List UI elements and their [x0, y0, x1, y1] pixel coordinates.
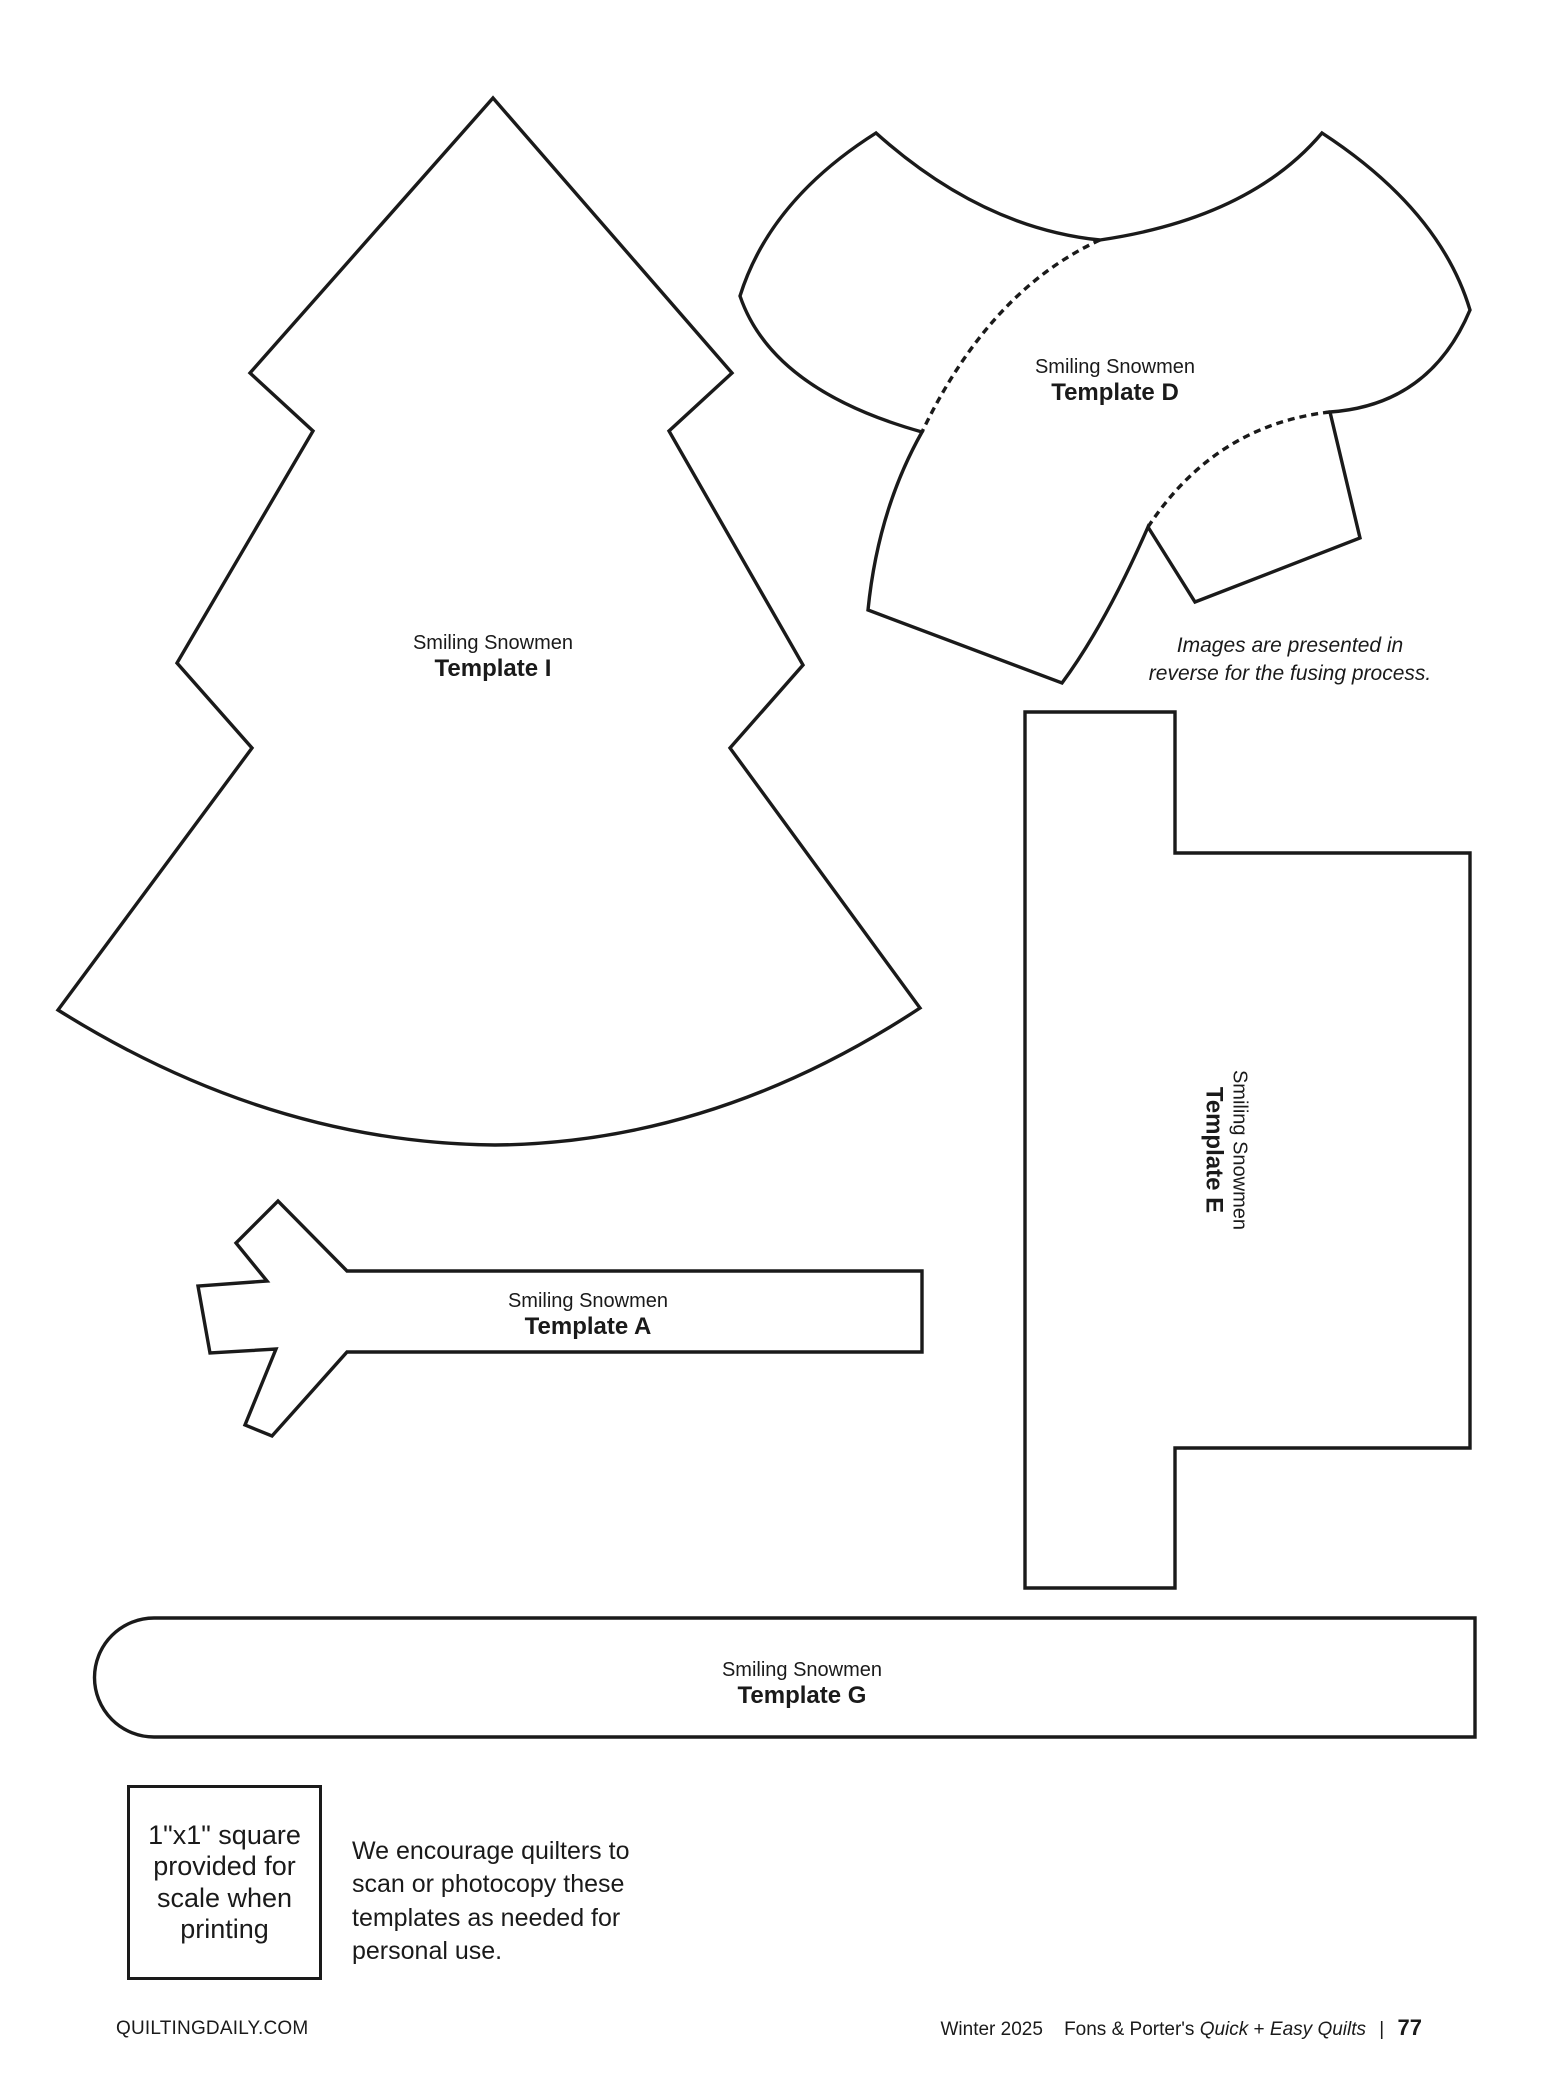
template-d-name: Template D — [1051, 379, 1179, 406]
scale-line-2: provided for — [153, 1851, 296, 1882]
footer-publication-prefix: Fons & Porter's — [1064, 2019, 1200, 2040]
encourage-line-4: personal use. — [352, 1936, 503, 1965]
template-g-subtitle: Smiling Snowmen — [721, 1659, 883, 1681]
template-e-subtitle: Smiling Snowmen — [1228, 1069, 1251, 1231]
encourage-line-3: templates as needed for — [352, 1903, 621, 1932]
reverse-note-line-1: Images are presented in — [1176, 634, 1404, 657]
template-i-name: Template I — [434, 655, 552, 682]
encourage-line-2: scan or photocopy these — [352, 1870, 625, 1899]
footer-publication — [940, 2015, 1422, 2041]
template-e-name: Template E — [1200, 1086, 1228, 1214]
encourage-line-1: We encourage quilters to — [352, 1837, 630, 1865]
template-g-label — [722, 1658, 882, 1711]
footer-separator: | — [1379, 2019, 1385, 2040]
template-a-label — [508, 1289, 668, 1342]
scale-line-1: 1"x1" square — [148, 1819, 301, 1850]
template-d-scarf-shape — [740, 133, 1470, 686]
template-a-subtitle: Smiling Snowmen — [507, 1290, 669, 1312]
encourage-text — [352, 1835, 682, 1968]
footer-issue: Winter 2025 — [940, 2019, 1043, 2040]
template-d-label — [1035, 355, 1195, 408]
page-number: 77 — [1397, 2015, 1422, 2040]
template-g-name: Template G — [737, 1682, 867, 1709]
footer-publication-plus: + — [1248, 2019, 1270, 2040]
scale-square — [127, 1785, 322, 1980]
reverse-note-line-2: reverse for the fusing process. — [1148, 662, 1432, 686]
template-a-name: Template A — [524, 1313, 652, 1340]
footer-publication-quick: Quick — [1199, 2019, 1249, 2040]
scale-line-3: scale when — [156, 1882, 293, 1913]
footer-website: QUILTINGDAILY.COM — [116, 2018, 309, 2039]
scale-line-4: printing — [180, 1913, 269, 1944]
template-d-subtitle: Smiling Snowmen — [1034, 356, 1196, 378]
reverse-note — [1149, 632, 1431, 689]
footer-publication-easy-quilts: Easy Quilts — [1269, 2019, 1367, 2040]
template-i-label — [413, 631, 573, 684]
template-e-label — [1199, 1070, 1252, 1230]
template-i-subtitle: Smiling Snowmen — [412, 632, 574, 654]
